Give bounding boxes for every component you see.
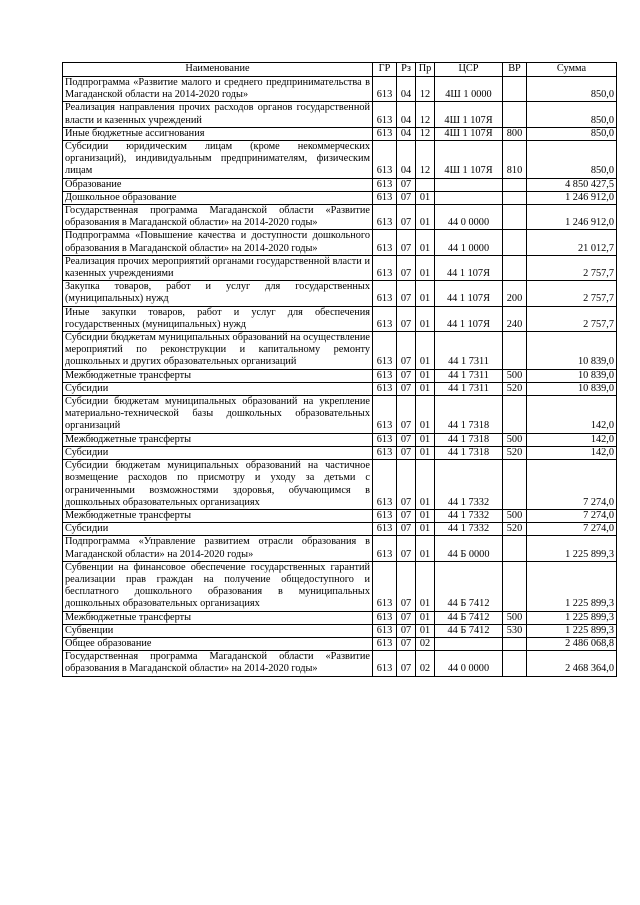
row-csr-cell: 44 1 7311 — [435, 369, 503, 382]
row-csr-cell: 4Ш 1 107Я — [435, 102, 503, 127]
row-gr-cell: 613 — [373, 446, 397, 459]
row-gr-cell: 613 — [373, 127, 397, 140]
row-pr-cell: 01 — [416, 536, 435, 561]
budget-table — [62, 62, 617, 677]
row-sum-cell: 2 757,7 — [527, 255, 617, 280]
row-sum-cell: 1 225 899,3 — [527, 561, 617, 611]
row-csr-cell: 44 1 7311 — [435, 332, 503, 370]
row-gr-cell: 613 — [373, 141, 397, 179]
row-rz-cell: 07 — [397, 332, 416, 370]
row-vr-cell — [503, 255, 527, 280]
row-csr-cell: 44 1 0000 — [435, 230, 503, 255]
row-csr-cell: 44 1 107Я — [435, 306, 503, 331]
table-row — [63, 191, 617, 204]
row-rz-cell: 07 — [397, 205, 416, 230]
row-csr-cell: 44 0 0000 — [435, 651, 503, 676]
row-name-cell: Общее образование — [63, 637, 373, 650]
row-name-cell: Субсидии юридическим лицам (кроме некоммерческих организаций), индивидуальным предпринимателям, физическим лицам — [63, 141, 373, 179]
row-rz-cell: 07 — [397, 509, 416, 522]
row-rz-cell: 07 — [397, 281, 416, 306]
row-sum-cell: 1 225 899,3 — [527, 536, 617, 561]
row-name-cell: Субсидии — [63, 446, 373, 459]
row-rz-cell: 04 — [397, 77, 416, 102]
row-gr-cell: 613 — [373, 255, 397, 280]
row-name-cell: Субсидии бюджетам муниципальных образований на укрепление материально-технической базы дошкольных образовательных организаций — [63, 396, 373, 434]
row-name-cell: Подпрограмма «Развитие малого и среднего предпринимательства в Магаданской области на 2014-2020 годы» — [63, 77, 373, 102]
row-sum-cell: 21 012,7 — [527, 230, 617, 255]
row-csr-cell — [435, 178, 503, 191]
table-row — [63, 332, 617, 370]
row-name-cell: Подпрограмма «Повышение качества и доступности дошкольного образования в Магаданской области» на 2014-2020 годы» — [63, 230, 373, 255]
header-csr: ЦСР — [435, 63, 503, 77]
row-vr-cell: 200 — [503, 281, 527, 306]
row-pr-cell: 01 — [416, 561, 435, 611]
row-gr-cell: 613 — [373, 102, 397, 127]
row-rz-cell: 04 — [397, 141, 416, 179]
table-row — [63, 523, 617, 536]
row-gr-cell: 613 — [373, 523, 397, 536]
table-row — [63, 306, 617, 331]
row-name-cell: Субвенции на финансовое обеспечение государственных гарантий реализации прав граждан на получение общедоступного и бесплатного дошкольного образования в муниципальных дошкольных образовательных организациях — [63, 561, 373, 611]
header-name: Наименование — [63, 63, 373, 77]
row-sum-cell: 7 274,0 — [527, 509, 617, 522]
table-row — [63, 446, 617, 459]
header-gr: ГР — [373, 63, 397, 77]
row-pr-cell: 01 — [416, 230, 435, 255]
row-rz-cell: 07 — [397, 382, 416, 395]
row-csr-cell: 4Ш 1 0000 — [435, 77, 503, 102]
row-name-cell: Субсидии бюджетам муниципальных образований на осуществление мероприятий по реконструкции и капитальному ремонту дошкольных и других образовательных организаций — [63, 332, 373, 370]
row-name-cell: Образование — [63, 178, 373, 191]
row-name-cell: Иные закупки товаров, работ и услуг для обеспечения государственных (муниципальных) нужд — [63, 306, 373, 331]
row-name-cell: Подпрограмма «Управление развитием отрасли образования в Магаданской области» на 2014-2020 годы» — [63, 536, 373, 561]
row-rz-cell: 07 — [397, 178, 416, 191]
row-vr-cell: 800 — [503, 127, 527, 140]
row-name-cell: Реализация направления прочих расходов органов государственной власти и казенных учреждений — [63, 102, 373, 127]
row-sum-cell: 10 839,0 — [527, 382, 617, 395]
row-rz-cell: 07 — [397, 651, 416, 676]
row-vr-cell: 500 — [503, 433, 527, 446]
row-rz-cell: 07 — [397, 369, 416, 382]
row-gr-cell: 613 — [373, 536, 397, 561]
row-pr-cell: 01 — [416, 523, 435, 536]
row-rz-cell: 07 — [397, 611, 416, 624]
row-gr-cell: 613 — [373, 382, 397, 395]
row-pr-cell: 01 — [416, 433, 435, 446]
row-gr-cell: 613 — [373, 332, 397, 370]
row-name-cell: Межбюджетные трансферты — [63, 433, 373, 446]
row-rz-cell: 07 — [397, 306, 416, 331]
row-name-cell: Государственная программа Магаданской области «Развитие образования в Магаданской области» на 2014-2020 годы» — [63, 651, 373, 676]
table-row — [63, 561, 617, 611]
row-vr-cell — [503, 460, 527, 510]
row-pr-cell: 01 — [416, 509, 435, 522]
row-csr-cell — [435, 637, 503, 650]
row-vr-cell: 520 — [503, 446, 527, 459]
row-pr-cell: 01 — [416, 205, 435, 230]
row-vr-cell: 500 — [503, 509, 527, 522]
row-rz-cell: 04 — [397, 127, 416, 140]
row-csr-cell: 44 Б 7412 — [435, 561, 503, 611]
row-vr-cell — [503, 205, 527, 230]
table-row — [63, 255, 617, 280]
row-name-cell: Межбюджетные трансферты — [63, 369, 373, 382]
row-name-cell: Субсидии — [63, 523, 373, 536]
row-sum-cell: 10 839,0 — [527, 332, 617, 370]
table-row — [63, 369, 617, 382]
row-name-cell: Межбюджетные трансферты — [63, 509, 373, 522]
row-sum-cell: 142,0 — [527, 396, 617, 434]
row-pr-cell: 01 — [416, 611, 435, 624]
row-vr-cell — [503, 536, 527, 561]
row-gr-cell: 613 — [373, 205, 397, 230]
row-gr-cell: 613 — [373, 460, 397, 510]
row-rz-cell: 07 — [397, 523, 416, 536]
row-rz-cell: 07 — [397, 433, 416, 446]
table-row — [63, 433, 617, 446]
row-gr-cell: 613 — [373, 637, 397, 650]
row-sum-cell: 142,0 — [527, 446, 617, 459]
row-rz-cell: 07 — [397, 255, 416, 280]
row-pr-cell: 12 — [416, 127, 435, 140]
table-body — [63, 77, 617, 677]
row-name-cell: Иные бюджетные ассигнования — [63, 127, 373, 140]
table-row — [63, 396, 617, 434]
row-rz-cell: 07 — [397, 536, 416, 561]
row-csr-cell: 44 1 107Я — [435, 281, 503, 306]
row-vr-cell — [503, 332, 527, 370]
row-gr-cell: 613 — [373, 369, 397, 382]
row-sum-cell: 850,0 — [527, 141, 617, 179]
row-vr-cell — [503, 102, 527, 127]
row-vr-cell: 500 — [503, 369, 527, 382]
row-gr-cell: 613 — [373, 624, 397, 637]
row-sum-cell: 7 274,0 — [527, 523, 617, 536]
row-rz-cell: 07 — [397, 637, 416, 650]
row-csr-cell: 4Ш 1 107Я — [435, 141, 503, 179]
row-sum-cell: 142,0 — [527, 433, 617, 446]
row-name-cell: Субвенции — [63, 624, 373, 637]
row-gr-cell: 613 — [373, 230, 397, 255]
row-pr-cell: 01 — [416, 460, 435, 510]
row-vr-cell — [503, 77, 527, 102]
row-sum-cell: 4 850 427,5 — [527, 178, 617, 191]
row-sum-cell: 2 486 068,8 — [527, 637, 617, 650]
row-pr-cell: 01 — [416, 255, 435, 280]
row-csr-cell: 44 1 7318 — [435, 396, 503, 434]
row-sum-cell: 10 839,0 — [527, 369, 617, 382]
row-sum-cell: 1 246 912,0 — [527, 205, 617, 230]
row-vr-cell — [503, 230, 527, 255]
row-vr-cell — [503, 637, 527, 650]
row-csr-cell — [435, 191, 503, 204]
row-csr-cell: 44 0 0000 — [435, 205, 503, 230]
row-pr-cell: 12 — [416, 141, 435, 179]
table-header-row — [63, 63, 617, 77]
table-row — [63, 611, 617, 624]
row-pr-cell: 01 — [416, 369, 435, 382]
row-csr-cell: 4Ш 1 107Я — [435, 127, 503, 140]
row-vr-cell: 810 — [503, 141, 527, 179]
row-name-cell: Реализация прочих мероприятий органами государственной власти и казенных учреждениями — [63, 255, 373, 280]
row-sum-cell: 850,0 — [527, 77, 617, 102]
row-gr-cell: 613 — [373, 561, 397, 611]
table-row — [63, 127, 617, 140]
row-csr-cell: 44 Б 7412 — [435, 611, 503, 624]
row-gr-cell: 613 — [373, 281, 397, 306]
row-vr-cell — [503, 651, 527, 676]
row-pr-cell: 01 — [416, 624, 435, 637]
row-sum-cell: 1 225 899,3 — [527, 611, 617, 624]
row-gr-cell: 613 — [373, 77, 397, 102]
row-pr-cell: 02 — [416, 651, 435, 676]
row-rz-cell: 07 — [397, 460, 416, 510]
row-vr-cell — [503, 396, 527, 434]
row-rz-cell: 07 — [397, 230, 416, 255]
row-sum-cell: 2 757,7 — [527, 306, 617, 331]
header-vr: ВР — [503, 63, 527, 77]
header-pr: Пр — [416, 63, 435, 77]
row-gr-cell: 613 — [373, 306, 397, 331]
row-csr-cell: 44 Б 0000 — [435, 536, 503, 561]
row-pr-cell: 01 — [416, 281, 435, 306]
row-rz-cell: 07 — [397, 561, 416, 611]
row-rz-cell: 07 — [397, 191, 416, 204]
table-row — [63, 637, 617, 650]
row-rz-cell: 07 — [397, 396, 416, 434]
row-csr-cell: 44 1 107Я — [435, 255, 503, 280]
header-sum: Сумма — [527, 63, 617, 77]
row-gr-cell: 613 — [373, 178, 397, 191]
row-pr-cell: 01 — [416, 446, 435, 459]
row-vr-cell — [503, 191, 527, 204]
row-rz-cell: 04 — [397, 102, 416, 127]
row-csr-cell: 44 Б 7412 — [435, 624, 503, 637]
row-rz-cell: 07 — [397, 624, 416, 637]
row-csr-cell: 44 1 7332 — [435, 523, 503, 536]
row-pr-cell — [416, 178, 435, 191]
row-gr-cell: 613 — [373, 433, 397, 446]
row-vr-cell: 240 — [503, 306, 527, 331]
row-pr-cell: 01 — [416, 332, 435, 370]
table-row — [63, 509, 617, 522]
row-pr-cell: 01 — [416, 382, 435, 395]
table-row — [63, 178, 617, 191]
row-pr-cell: 01 — [416, 191, 435, 204]
row-sum-cell: 1 225 899,3 — [527, 624, 617, 637]
row-csr-cell: 44 1 7332 — [435, 460, 503, 510]
table-row — [63, 382, 617, 395]
table-row — [63, 102, 617, 127]
table-row — [63, 141, 617, 179]
row-sum-cell: 850,0 — [527, 127, 617, 140]
row-name-cell: Субсидии — [63, 382, 373, 395]
row-gr-cell: 613 — [373, 651, 397, 676]
row-vr-cell — [503, 561, 527, 611]
document-page — [62, 62, 616, 677]
row-sum-cell: 1 246 912,0 — [527, 191, 617, 204]
row-vr-cell: 520 — [503, 382, 527, 395]
row-sum-cell: 850,0 — [527, 102, 617, 127]
row-vr-cell: 530 — [503, 624, 527, 637]
row-sum-cell: 2 757,7 — [527, 281, 617, 306]
row-gr-cell: 613 — [373, 191, 397, 204]
table-row — [63, 205, 617, 230]
row-vr-cell: 500 — [503, 611, 527, 624]
row-name-cell: Дошкольное образование — [63, 191, 373, 204]
row-gr-cell: 613 — [373, 396, 397, 434]
row-rz-cell: 07 — [397, 446, 416, 459]
table-row — [63, 624, 617, 637]
row-pr-cell: 01 — [416, 396, 435, 434]
row-sum-cell: 2 468 364,0 — [527, 651, 617, 676]
row-csr-cell: 44 1 7311 — [435, 382, 503, 395]
table-row — [63, 281, 617, 306]
row-name-cell: Государственная программа Магаданской области «Развитие образования в Магаданской области» на 2014-2020 годы» — [63, 205, 373, 230]
header-rz: Рз — [397, 63, 416, 77]
table-row — [63, 460, 617, 510]
row-sum-cell: 7 274,0 — [527, 460, 617, 510]
row-pr-cell: 02 — [416, 637, 435, 650]
row-name-cell: Субсидии бюджетам муниципальных образований на частичное возмещение расходов по присмотру и уходу за детьми с ограниченными возможностями здоровья, обучающимся в дошкольных образовательных организациях — [63, 460, 373, 510]
row-csr-cell: 44 1 7318 — [435, 446, 503, 459]
row-pr-cell: 01 — [416, 306, 435, 331]
row-gr-cell: 613 — [373, 611, 397, 624]
row-pr-cell: 12 — [416, 77, 435, 102]
table-row — [63, 230, 617, 255]
row-name-cell: Межбюджетные трансферты — [63, 611, 373, 624]
row-vr-cell: 520 — [503, 523, 527, 536]
table-row — [63, 77, 617, 102]
table-row — [63, 536, 617, 561]
row-vr-cell — [503, 178, 527, 191]
row-csr-cell: 44 1 7318 — [435, 433, 503, 446]
row-gr-cell: 613 — [373, 509, 397, 522]
row-csr-cell: 44 1 7332 — [435, 509, 503, 522]
table-row — [63, 651, 617, 676]
row-pr-cell: 12 — [416, 102, 435, 127]
row-name-cell: Закупка товаров, работ и услуг для государственных (муниципальных) нужд — [63, 281, 373, 306]
